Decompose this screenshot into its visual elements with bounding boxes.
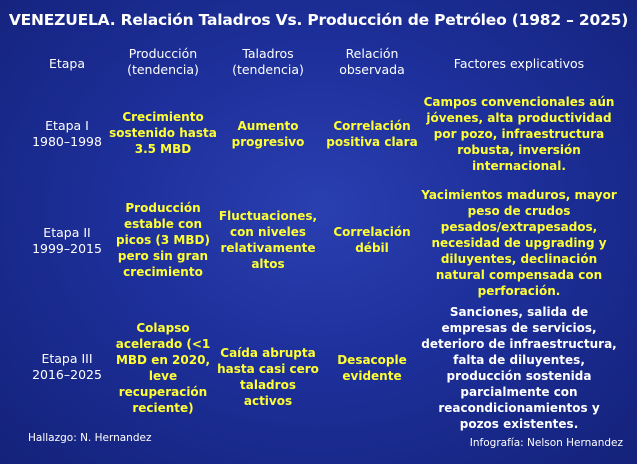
header-relacion: Relación observada <box>339 46 405 77</box>
row1-relacion: Correlación positiva clara <box>326 119 418 149</box>
row1-produccion: Crecimiento sostenido hasta 3.5 MBD <box>109 110 217 156</box>
row3-produccion: Colapso acelerado (<1 MBD en 2020, leve recuperación reciente) <box>115 321 211 415</box>
page-title: VENEZUELA. Relación Taladros Vs. Producción de Petróleo (1982 – 2025) <box>8 11 629 29</box>
row2-factores: Yacimientos maduros, mayor peso de crudos pesados/extrapesados, necesidad de upgrading y diluyentes, declinación natural compensada con perforación. <box>421 188 617 298</box>
row1-etapa: Etapa I 1980–1998 <box>32 118 102 149</box>
row1-taladros: Aumento progresivo <box>231 119 305 149</box>
row3-factores: Sanciones, salida de empresas de servicios, deterioro de infraestructura, falta de diluyentes, producción sostenida parcialmente con reacondicionamientos y pozos existentes. <box>421 305 617 431</box>
row2-produccion: Producción estable con picos (3 MBD) pero sin gran crecimiento <box>116 201 210 279</box>
row2-etapa: Etapa II 1999–2015 <box>32 225 102 256</box>
header-produccion: Producción (tendencia) <box>127 46 199 77</box>
footer-hallazgo: Hallazgo: N. Hernandez <box>28 432 152 444</box>
row2-taladros: Fluctuaciones, con niveles relativamente altos <box>218 209 318 271</box>
row2-relacion: Correlación débil <box>333 225 411 255</box>
row3-relacion: Desacople evidente <box>337 353 407 383</box>
footer-infografia: Infografía: Nelson Hernandez <box>469 437 623 449</box>
row3-etapa: Etapa III 2016–2025 <box>32 351 102 382</box>
header-etapa: Etapa <box>48 56 86 71</box>
row3-taladros: Caída abrupta hasta casi cero taladros activos <box>217 346 319 408</box>
header-factores: Factores explicativos <box>453 56 585 71</box>
header-taladros: Taladros (tendencia) <box>232 46 304 77</box>
row1-factores: Campos convencionales aún jóvenes, alta productividad por pozo, infraestructura robusta, inversión internacional. <box>423 95 615 173</box>
